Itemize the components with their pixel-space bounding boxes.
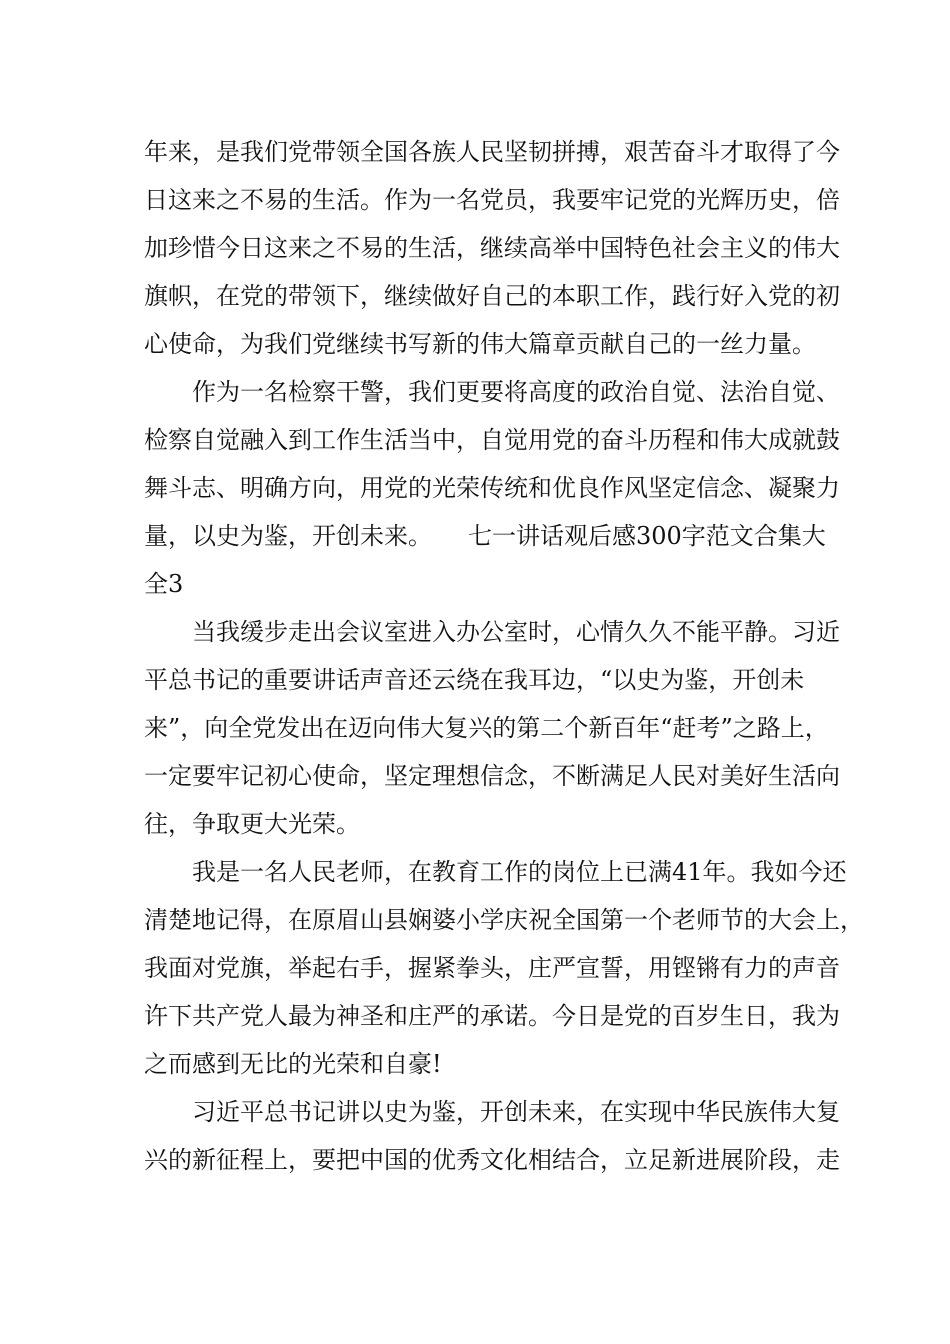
text-line: 之而感到无比的光荣和自豪!: [144, 1050, 442, 1078]
text-line: 平总书记的重要讲话声音还云绕在我耳边，“以史为鉴，开创未: [144, 666, 805, 694]
paragraph-first-line: 当我缓步走出会议室进入办公室时，心情久久不能平静。习近: [192, 618, 840, 646]
text-line: 全3: [144, 570, 184, 598]
text-line: 舞斗志、明确方向，用党的光荣传统和优良作风坚定信念、凝聚力: [144, 474, 840, 502]
text-line: 日这来之不易的生活。作为一名党员，我要牢记党的光辉历史，倍: [144, 186, 840, 214]
paragraph-first-line: 作为一名检察干警，我们更要将高度的政治自觉、法治自觉、: [192, 378, 840, 406]
document-body: [144, 128, 864, 1184]
text-line: 一定要牢记初心使命，坚定理想信念，不断满足人民对美好生活向: [144, 762, 840, 790]
text-line: 往，争取更大光荣。: [144, 810, 360, 838]
text-line: 检察自觉融入到工作生活当中，自觉用党的奋斗历程和伟大成就鼓: [144, 426, 840, 454]
paragraph-first-line: 我是一名人民老师，在教育工作的岗位上已满41年。我如今还: [192, 858, 847, 886]
text-line: 加珍惜今日这来之不易的生活，继续高举中国特色社会主义的伟大: [144, 234, 840, 262]
text-line: 兴的新征程上，要把中国的优秀文化相结合，立足新进展阶段，走: [144, 1146, 840, 1174]
text-line: 许下共产党人最为神圣和庄严的承诺。今日是党的百岁生日，我为: [144, 1002, 840, 1030]
text-line: 心使命，为我们党继续书写新的伟大篇章贡献自己的一丝力量。: [144, 330, 816, 358]
text-line: 量，以史为鉴，开创未来。 七一讲话观后感300字范文合集大: [144, 522, 826, 550]
text-line: 来”，向全党发出在迈向伟大复兴的第二个新百年“赶考”之路上，: [144, 714, 829, 742]
text-line: 我面对党旗，举起右手，握紧拳头，庄严宣誓，用铿锵有力的声音: [144, 954, 840, 982]
paragraph-first-line: 习近平总书记讲以史为鉴，开创未来，在实现中华民族伟大复: [192, 1098, 840, 1126]
text-line: 年来，是我们党带领全国各族人民坚韧拼搏，艰苦奋斗才取得了今: [144, 138, 840, 166]
text-line: 旗帜，在党的带领下，继续做好自己的本职工作，践行好入党的初: [144, 282, 840, 310]
text-line: 清楚地记得，在原眉山县娴婆小学庆祝全国第一个老师节的大会上，: [144, 906, 864, 934]
